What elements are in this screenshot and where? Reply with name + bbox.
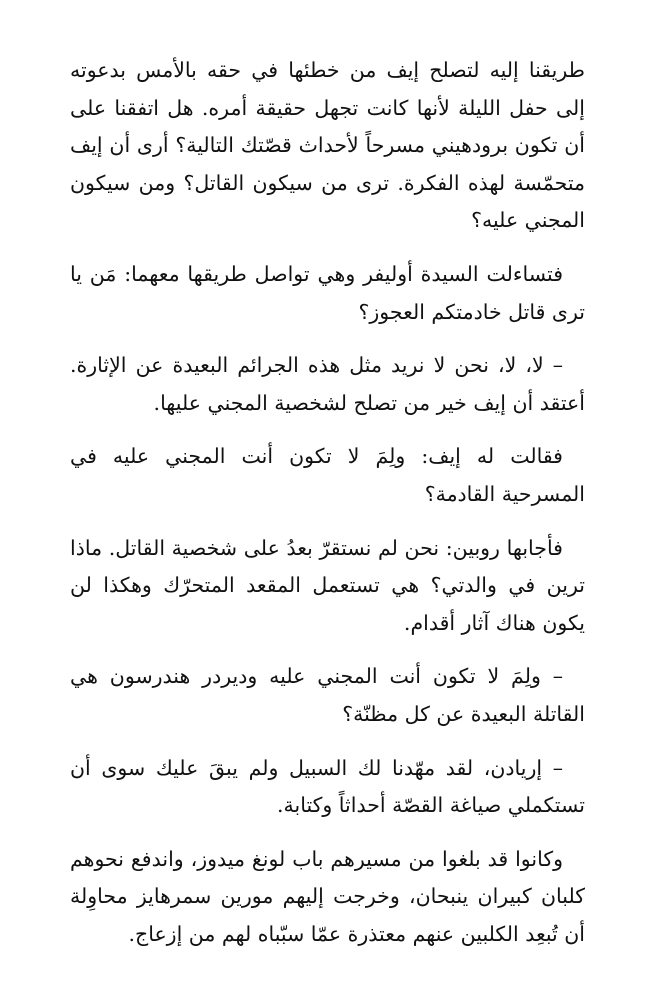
paragraph-8: وكانوا قد بلغوا من مسيرهم باب لونغ ميدوز، واندفع نحوهم كلبان كبيران ينبحان، وخرجت إليهم مورين سمرهايز محاوِلة أن تُبعِد الكلبين عنهم معتذرة عمّا سبّباه لهم من إزعاج. [70, 846, 585, 946]
paragraph-1: طريقنا إليه لتصلح إيف من خطئها في حقه بالأمس بدعوته إلى حفل الليلة لأنها كانت تجهل حقيقة أمره. هل اتفقنا على أن تكون برودهيني مسرحاً لأحداث قصّتك التالية؟ أرى أن إيف متحمّسة لهذه الفكرة. ترى من سيكون القاتل؟ ومن سيكون المجني عليه؟ [70, 58, 585, 233]
paragraph-7: – إريادن، لقد مهّدنا لك السبيل ولم يبقَ عليك سوى أن تستكملي صياغة القصّة أحداثاً وكتابة. [70, 755, 585, 818]
paragraph-3: – لا، لا، نحن لا نريد مثل هذه الجرائم البعيدة عن الإثارة. أعتقد أن إيف خير من تصلح لشخصية المجني عليها. [70, 353, 585, 415]
paragraph-4: فقالت له إيف: ولِمَ لا تكون أنت المجني عليه في المسرحية القادمة؟ [70, 444, 585, 506]
book-page [70, 52, 585, 969]
paragraph-5: فأجابها روبين: نحن لم نستقرّ بعدُ على شخصية القاتل. ماذا ترين في والدتي؟ هي تستعمل المقعد المتحرّك وهكذا لن يكون هناك آثار أقدام. [70, 535, 585, 635]
paragraph-2: فتساءلت السيدة أوليفر وهي تواصل طريقها معهما: مَن يا ترى قاتل خادمتكم العجوز؟ [70, 261, 585, 324]
paragraph-6: – ولِمَ لا تكون أنت المجني عليه وديردر هندرسون هي القاتلة البعيدة عن كل مظنّة؟ [70, 664, 585, 726]
